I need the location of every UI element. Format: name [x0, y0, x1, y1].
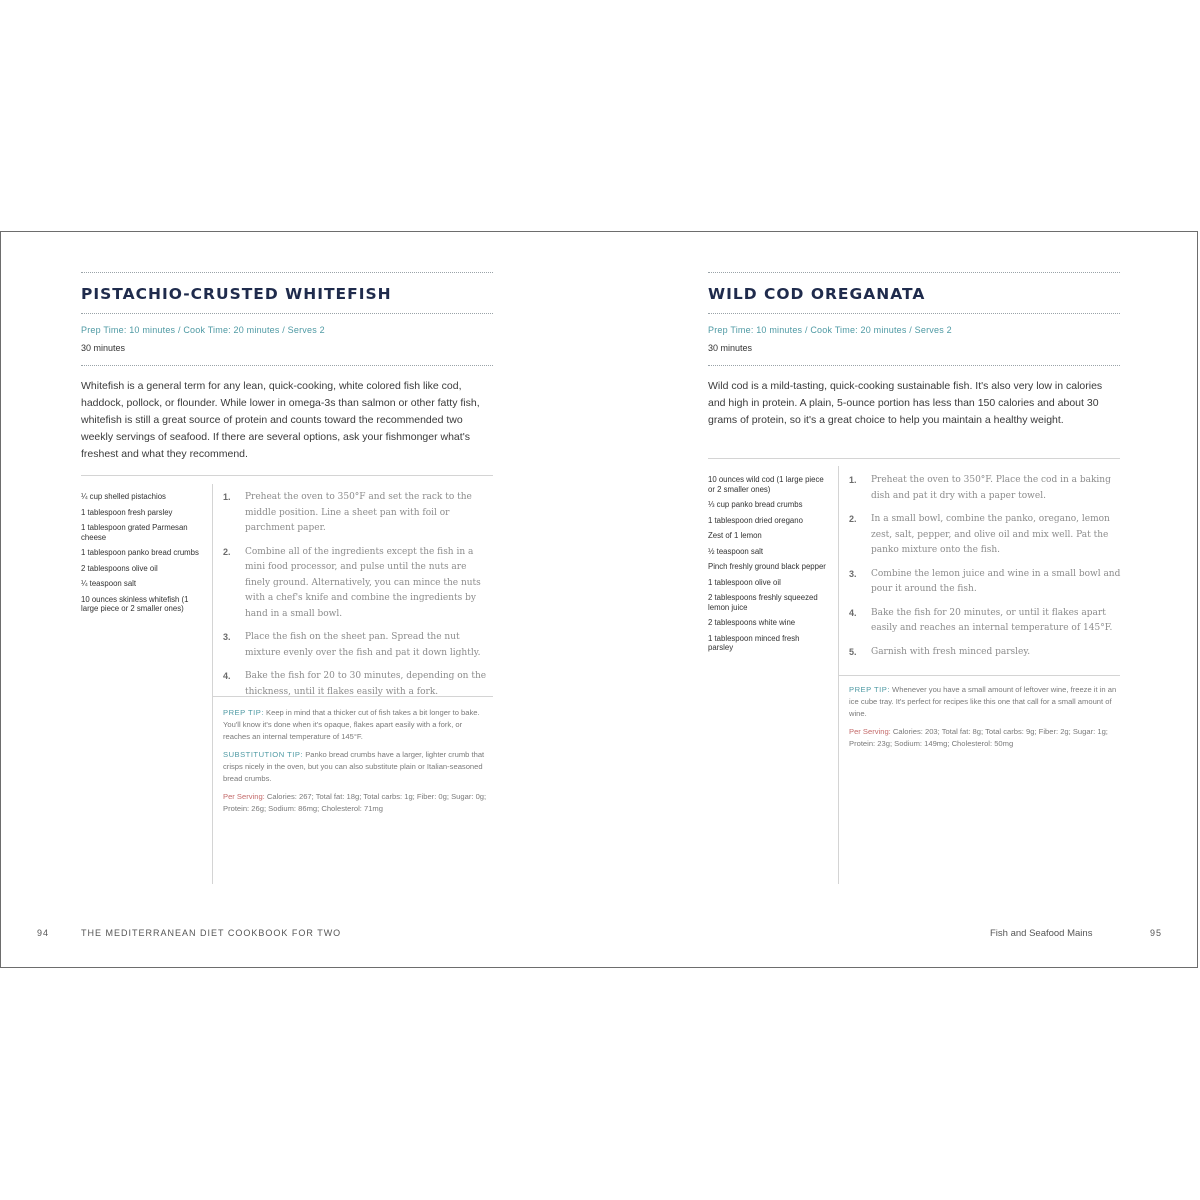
ingredient-item: 10 ounces skinless whitefish (1 large piece or 2 smaller ones) — [81, 594, 189, 613]
page-number: 95 — [1150, 928, 1163, 938]
per-serving-label: Per Serving: — [223, 792, 265, 801]
intro-divider — [81, 475, 493, 476]
title-rule-bottom — [708, 313, 1120, 314]
ingredient-item: ¼ cup shelled pistachios — [81, 492, 166, 501]
step-text: Combine all of the ingredients except the fish in a mini food processor, and pulse until the nuts are finely ground. Alternatively, you can mince the nuts with a chef's knife and combine the ingredients by hand in a small bowl. — [245, 546, 481, 619]
tips-divider — [212, 696, 493, 697]
step-number: 4. — [223, 671, 231, 681]
step-text: Place the fish on the sheet pan. Spread the nut mixture evenly over the fish and pat it down lightly. — [245, 632, 481, 658]
ingredient-item: ⅓ cup panko bread crumbs — [708, 500, 803, 509]
total-time: 30 minutes — [708, 343, 753, 353]
step-text: Preheat the oven to 350°F. Place the cod in a baking dish and pat it dry with a paper towel. — [871, 475, 1111, 501]
ingredient-item: Zest of 1 lemon — [708, 531, 762, 540]
ingredient-item: 2 tablespoons white wine — [708, 618, 796, 627]
step-text: Preheat the oven to 350°F and set the rack to the middle position. Line a sheet pan with foil or parchment paper. — [245, 492, 472, 533]
ingredient-item: 1 tablespoon dried oregano — [708, 515, 803, 525]
step-text: Combine the lemon juice and wine in a small bowl and pour it around the fish. — [871, 568, 1121, 594]
title-rule-top — [708, 272, 1120, 273]
step-item — [223, 490, 493, 537]
recipe-intro: Wild cod is a mild-tasting, quick-cooking sustainable fish. It's also very low in calories and high in protein. A plain, 5-ounce portion has less than 150 calories and about 30 grams of protein, so it's a great choice to help you maintain a healthy weight. — [708, 380, 1103, 426]
tip-text: Whenever you have a small amount of leftover wine, freeze it in an ice cube tray. It's perfect for recipes like this one that call for a small amount of wine. — [849, 685, 1117, 718]
ingredient-item: 2 tablespoons freshly squeezed lemon juice — [708, 593, 818, 612]
steps-list — [849, 473, 1121, 668]
step-number: 2. — [849, 514, 857, 524]
title-rule-top — [81, 272, 493, 273]
step-number: 5. — [849, 646, 857, 657]
step-text: Bake the fish for 20 to 30 minutes, depending on the thickness, until it flakes easily with a fork. — [245, 671, 487, 697]
step-number: 1. — [223, 492, 231, 502]
running-head: Fish and Seafood Mains — [990, 928, 1093, 939]
title-rule-bottom — [81, 313, 493, 314]
prep-cook-times: Prep Time: 10 minutes / Cook Time: 20 minutes / Serves 2 — [81, 325, 325, 335]
step-text: Bake the fish for 20 minutes, or until it flakes apart easily and reaches an internal temperature of 145°F. — [871, 607, 1113, 633]
tip-paragraph — [223, 707, 491, 743]
step-item — [849, 645, 1121, 661]
running-head: THE MEDITERRANEAN DIET COOKBOOK FOR TWO — [81, 928, 342, 938]
ingredient-list — [708, 475, 826, 659]
ingredient-item: 1 tablespoon olive oil — [708, 577, 781, 587]
ingredient-item: Pinch freshly ground black pepper — [708, 562, 826, 571]
step-text: In a small bowl, combine the panko, oregano, lemon zest, salt, pepper, and olive oil and mix well. Pat the panko mixture onto the fish. — [871, 514, 1110, 555]
step-text: Garnish with fresh minced parsley. — [871, 646, 1031, 657]
tip-label: PREP TIP: — [223, 708, 264, 717]
total-time: 30 minutes — [81, 343, 126, 353]
step-item — [849, 567, 1121, 598]
per-serving-text: Calories: 267; Total fat: 18g; Total carbs: 1g; Fiber: 0g; Sugar: 0g; Protein: 26g; Sodium: 86mg; Cholesterol: 71mg — [223, 792, 487, 813]
recipe-title: WILD COD OREGANATA — [708, 285, 926, 303]
per-serving-label: Per Serving: — [849, 727, 891, 736]
step-number: 3. — [849, 568, 857, 579]
meta-rule — [81, 365, 493, 366]
per-serving-text: Calories: 203; Total fat: 8g; Total carbs: 9g; Fiber: 2g; Sugar: 1g; Protein: 23g; Sodium: 149mg; Cholesterol: 50mg — [849, 727, 1108, 748]
right-page — [600, 232, 1199, 967]
tips-divider — [838, 675, 1120, 676]
tips-box — [849, 684, 1119, 756]
ingredient-item: 2 tablespoons olive oil — [81, 563, 158, 573]
step-item — [849, 512, 1121, 559]
intro-divider — [708, 458, 1120, 459]
step-item — [849, 606, 1121, 637]
tip-text: Panko bread crumbs have a larger, lighter crumb that crisps nicely in the oven, but you can also substitute plain or Italian-seasoned bread crumbs. — [223, 750, 485, 783]
step-item — [849, 473, 1121, 504]
step-item — [223, 545, 493, 623]
tip-text: Keep in mind that a thicker cut of fish takes a bit longer to bake. You'll know it's done when it's opaque, flakes apart easily with a fork, or reaches an internal temperature of 145°F. — [223, 708, 480, 741]
book-spread — [0, 231, 1198, 968]
meta-rule — [708, 365, 1120, 366]
ingredient-item: ½ teaspoon salt — [708, 546, 764, 556]
ingredient-item: 1 tablespoon grated Parmesan cheese — [81, 523, 188, 542]
step-item — [223, 630, 493, 661]
steps-list — [223, 490, 493, 708]
ingredient-item: 1 tablespoon minced fresh parsley — [708, 633, 800, 652]
left-page — [1, 232, 600, 967]
ingredient-item: ¼ teaspoon salt — [81, 579, 137, 588]
per-serving — [223, 791, 491, 815]
step-number: 1. — [849, 475, 857, 485]
tip-paragraph — [849, 684, 1119, 720]
ingredient-item: 1 tablespoon panko bread crumbs — [81, 548, 199, 557]
per-serving — [849, 726, 1119, 750]
ingredient-item: 10 ounces wild cod (1 large piece or 2 smaller ones) — [708, 475, 824, 494]
step-number: 3. — [223, 632, 231, 642]
column-divider — [212, 484, 213, 884]
step-number: 4. — [849, 607, 857, 618]
tip-paragraph — [223, 749, 491, 785]
recipe-intro: Whitefish is a general term for any lean, quick-cooking, white colored fish like cod, haddock, pollock, or flounder. While lower in omega-3s than salmon or other fatty fish, whitefish is still a great source of protein and counts toward the recommended two weekly servings of seafood. If there are several options, ask your fishmonger what's freshest and what they recommend. — [81, 380, 480, 460]
tip-label: PREP TIP: — [849, 685, 890, 694]
tip-label: SUBSTITUTION TIP: — [223, 750, 304, 759]
ingredient-list — [81, 492, 201, 620]
prep-cook-times: Prep Time: 10 minutes / Cook Time: 20 minutes / Serves 2 — [708, 325, 952, 335]
step-number: 2. — [223, 546, 231, 557]
tips-box — [223, 707, 491, 821]
ingredient-item: 1 tablespoon fresh parsley — [81, 507, 173, 517]
recipe-title: PISTACHIO-CRUSTED WHITEFISH — [81, 285, 392, 303]
page-number: 94 — [37, 928, 50, 938]
